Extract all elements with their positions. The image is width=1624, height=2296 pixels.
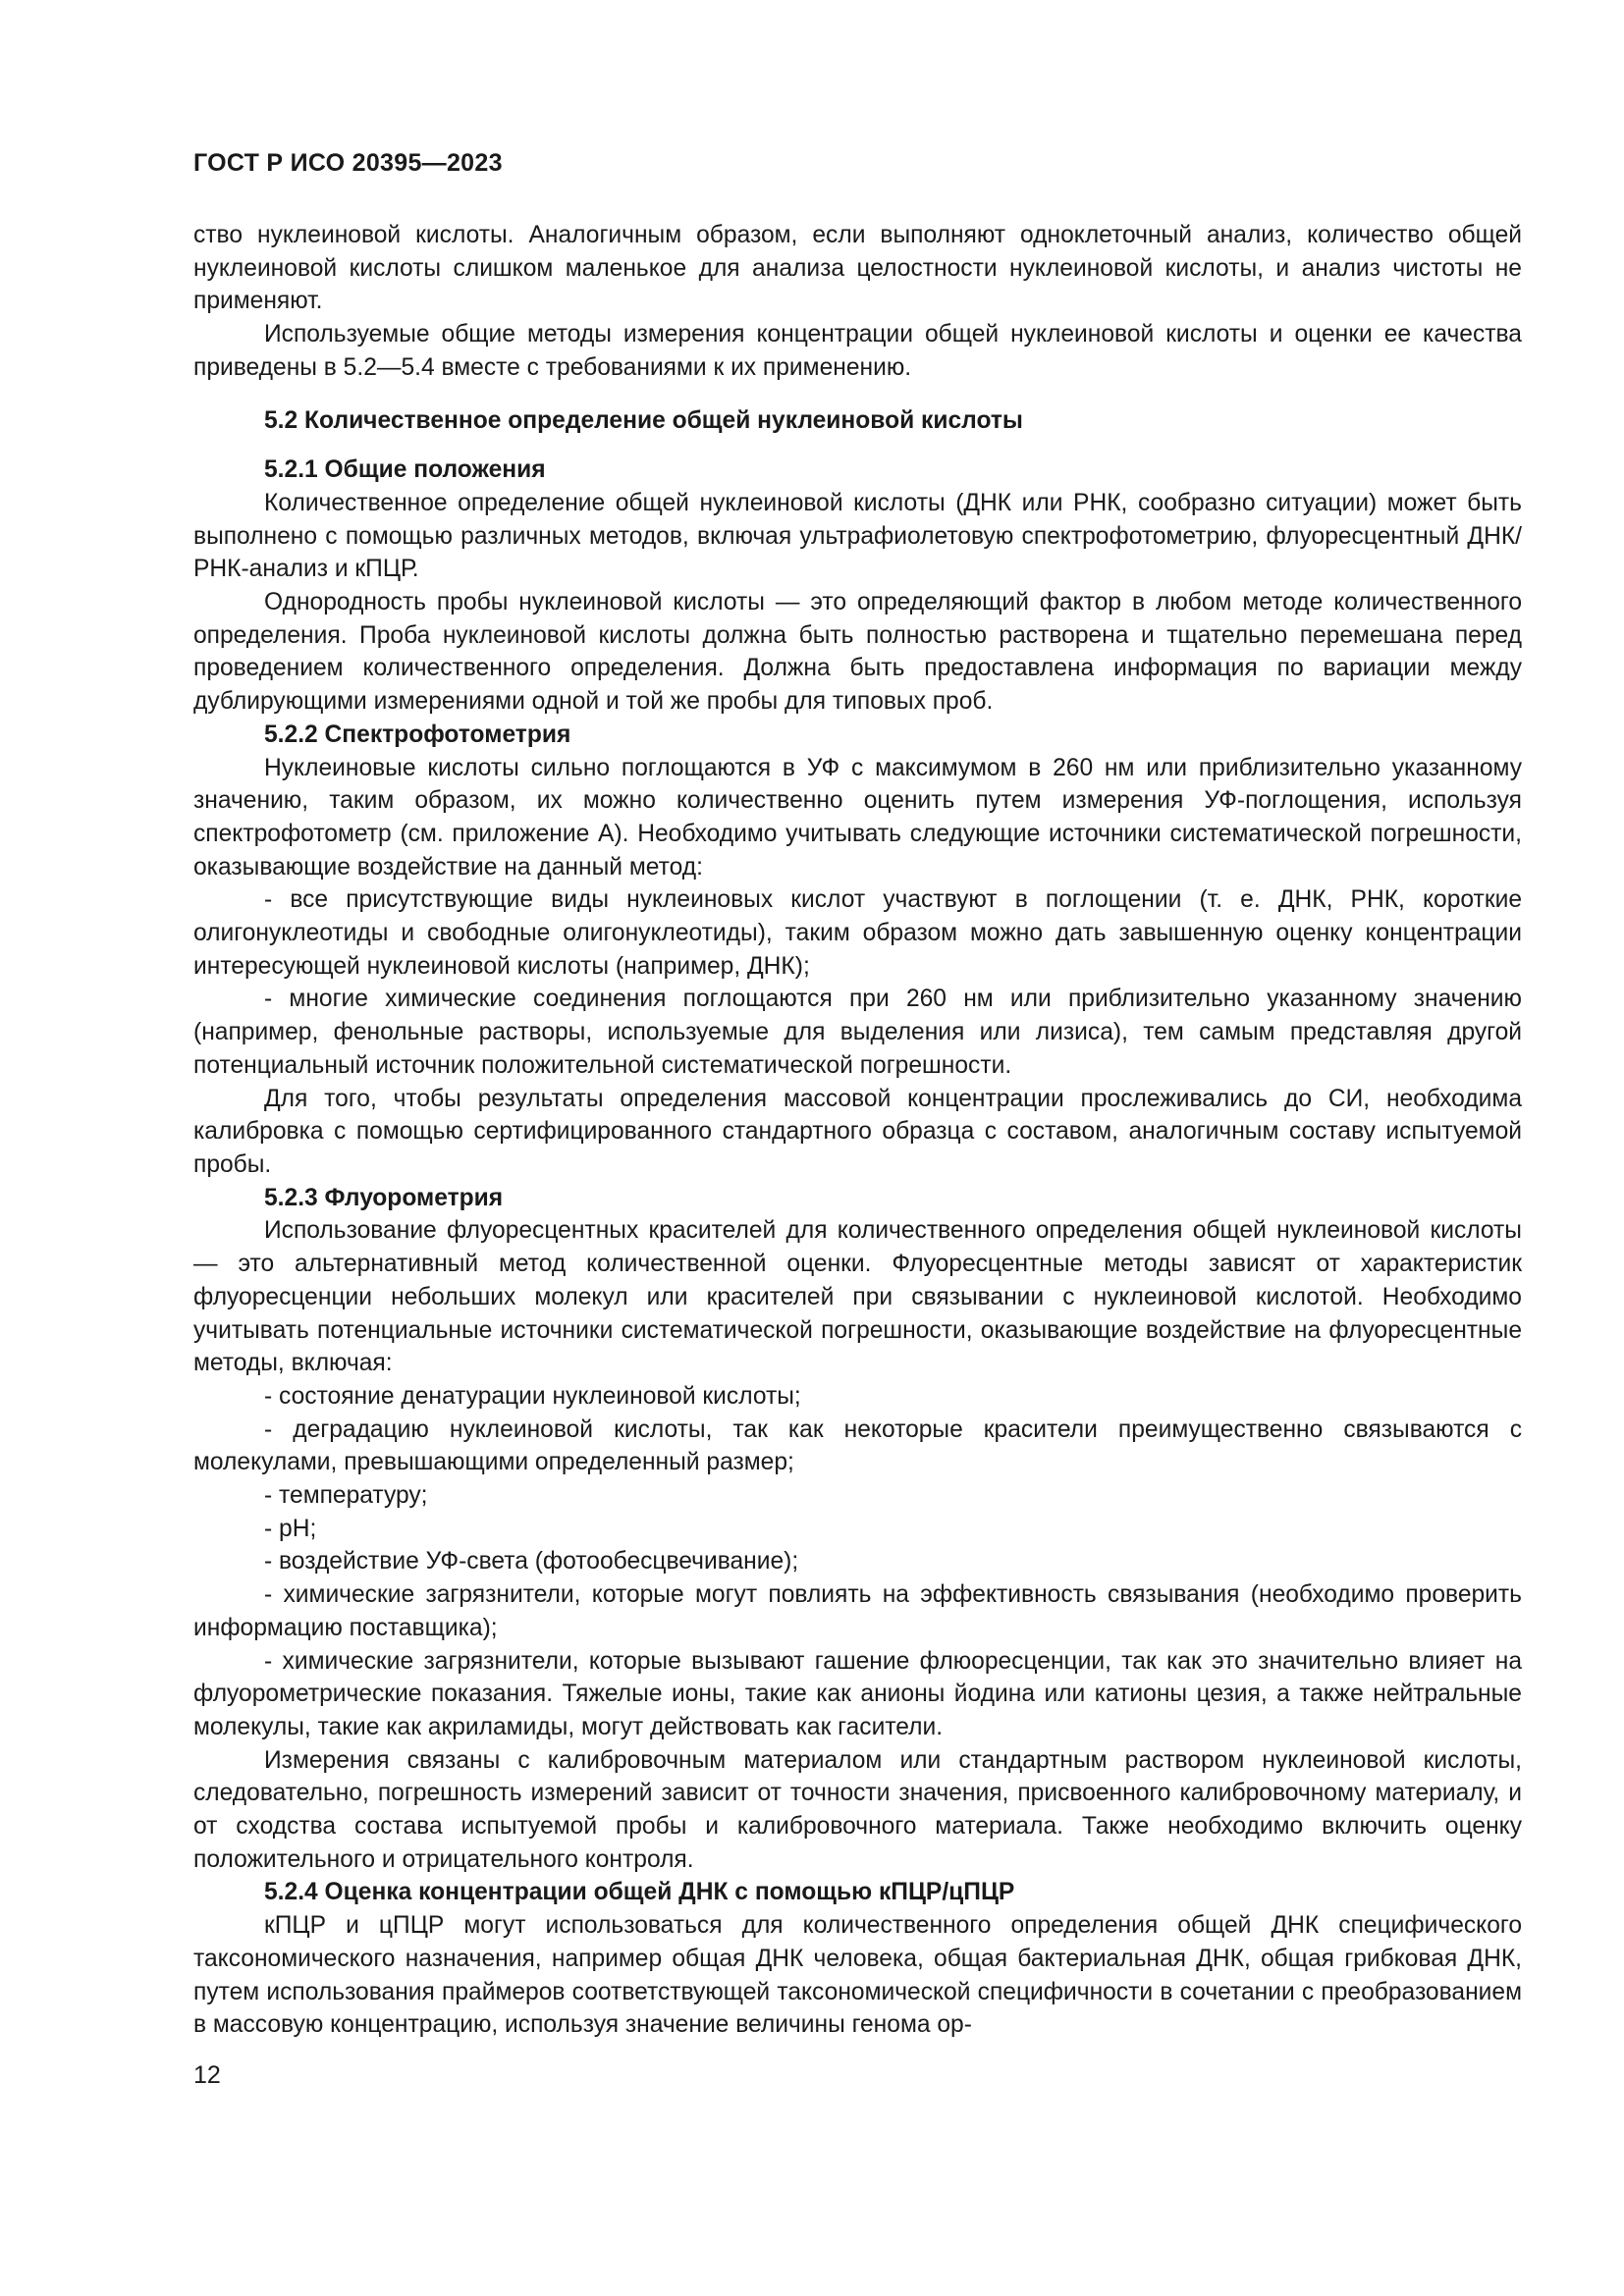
list-item: - химические загрязнители, которые вызывают гашение флюоресценции, так как это значительно влияет на флуорометрические показания. Тяжелые ионы, такие как анионы йодина или катионы цезия, а также нейтральные молекулы, такие как акриламиды, могут действовать как гасители. [193,1647,1522,1740]
list-item: - состояние денатурации нуклеиновой кислоты; [264,1382,801,1410]
list-item: - pH; [264,1515,317,1542]
subsection-heading-5-2-3: 5.2.3 Флуорометрия [264,1184,504,1211]
paragraph: Измерения связаны с калибровочным материалом или стандартным раствором нуклеиновой кислоты, следовательно, погрешность измерений зависит от точности значения, присвоенного калибровочному материалу, и от сходства состава испытуемой пробы и калибровочного материала. Также необходимо включить оценку положительного и отрицательного контроля. [193,1746,1522,1873]
paragraph: Нуклеиновые кислоты сильно поглощаются в УФ с максимумом в 260 нм или приблизительно указанному значению, таким образом, их можно количественно оценить путем измерения УФ-поглощения, используя спектрофотометр (см. приложение А). Необходимо учитывать следующие источники систематической погрешности, оказывающие воздействие на данный метод: [193,754,1522,881]
page-number: 12 [193,2061,221,2089]
list-item: - химические загрязнители, которые могут повлиять на эффективность связывания (необходимо проверить информацию поставщика); [193,1581,1522,1641]
paragraph: Использование флуоресцентных красителей для количественного определения общей нуклеиновой кислоты — это альтернативный метод количественной оценки. Флуоресцентные методы зависят от характеристик флуоресценции небольших молекул или красителей при связывании с нуклеиновой кислотой. Необходимо учитывать потенциальные источники систематической погрешности, оказывающие воздействие на флуоресцентные методы, включая: [193,1217,1522,1377]
list-item: - все присутствующие виды нуклеиновых кислот участвуют в поглощении (т. е. ДНК, РНК, короткие олигонуклеотиды и свободные олигонуклеотиды), таким образом можно дать завышенную оценку концентрации интересующей нуклеиновой кислоты (например, ДНК); [193,886,1522,980]
paragraph: Используемые общие методы измерения концентрации общей нуклеиновой кислоты и оценки ее качества приведены в 5.2—5.4 вместе с требованиями к их применению. [193,321,1522,381]
subsection-heading-5-2-4: 5.2.4 Оценка концентрации общей ДНК с помощью кПЦР/цПЦР [264,1879,1015,1906]
paragraph: кПЦР и цПЦР могут использоваться для количественного определения общей ДНК специфического таксономического назначения, например общая ДНК человека, общая бактериальная ДНК, общая грибковая ДНК, путем использования праймеров соответствующей таксономической специфичности в сочетании с преобразованием в массовую концентрацию, используя значение величины генома ор- [193,1912,1522,2039]
list-item: - многие химические соединения поглощаются при 260 нм или приблизительно указанному значению (например, фенольные растворы, используемые для выделения или лизиса), тем самым представляя другой потенциальный источник положительной систематической погрешности. [193,986,1522,1079]
document-body [193,219,1522,2042]
section-heading-5-2: 5.2 Количественное определение общей нуклеиновой кислоты [264,406,1023,434]
subsection-heading-5-2-2: 5.2.2 Спектрофотометрия [264,721,571,748]
paragraph: Однородность пробы нуклеиновой кислоты — это определяющий фактор в любом методе количественного определения. Проба нуклеиновой кислоты должна быть полностью растворена и тщательно перемешана перед проведением количественного определения. Должна быть предоставлена информация по вариации между дублирующими измерениями одной и той же пробы для типовых проб. [193,589,1522,716]
list-item: - деградацию нуклеиновой кислоты, так как некоторые красители преимущественно связываются с молекулами, превышающими определенный размер; [193,1415,1522,1476]
paragraph-continuation: ство нуклеиновой кислоты. Аналогичным образом, если выполняют одноклеточный анализ, количество общей нуклеиновой кислоты слишком маленькое для анализа целостности нуклеиновой кислоты, и анализ чистоты не применяют. [193,222,1522,315]
paragraph: Для того, чтобы результаты определения массовой концентрации прослеживались до СИ, необходима калибровка с помощью сертифицированного стандартного образца с составом, аналогичным составу испытуемой пробы. [193,1085,1522,1178]
list-item: - температуру; [264,1482,428,1510]
subsection-heading-5-2-1: 5.2.1 Общие положения [264,456,546,484]
paragraph: Количественное определение общей нуклеиновой кислоты (ДНК или РНК, сообразно ситуации) может быть выполнено с помощью различных методов, включая ультрафиолетовую спектрофотометрию, флуоресцентный ДНК/РНК-анализ и кПЦР. [193,489,1522,583]
document-code-header: ГОСТ Р ИСО 20395—2023 [193,149,503,177]
list-item: - воздействие УФ-света (фотообесцвечивание); [264,1548,799,1575]
